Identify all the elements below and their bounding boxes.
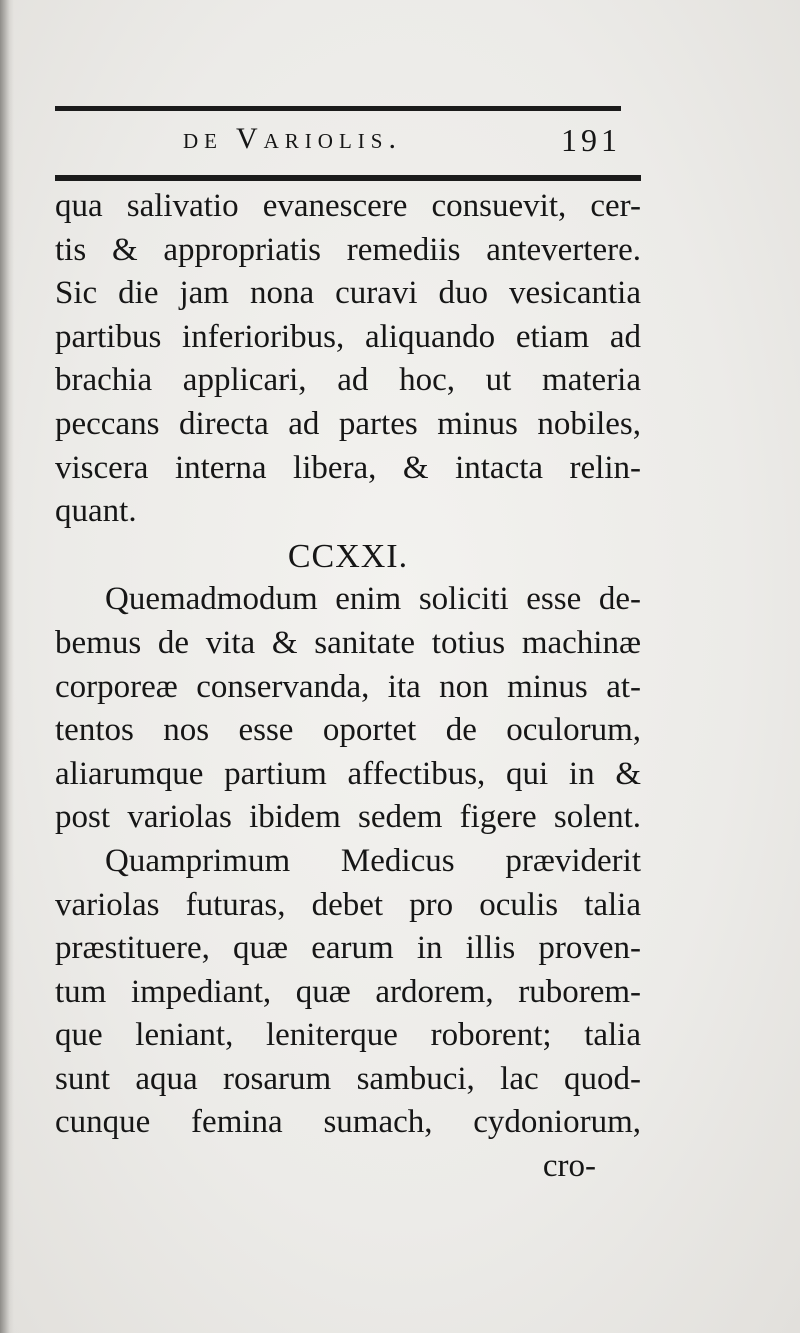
text-line: cunque femina sumach, cydoniorum, [55, 1104, 641, 1141]
header-rule-top [55, 106, 621, 111]
text-line: tum impediant, quæ ardorem, ruborem- [55, 973, 641, 1010]
header-rule-bottom [55, 175, 641, 181]
text-line: corporeæ conservanda, ita non minus at- [55, 668, 641, 705]
text-line: que leniant, leniterque roborent; talia [55, 1017, 641, 1054]
text-line: post variolas ibidem sedem figere solent. [55, 799, 641, 836]
text-line: peccans directa ad partes minus nobiles, [55, 405, 641, 442]
text-line: bemus de vita & sanitate totius machinæ [55, 624, 641, 661]
text-line: tis & appropriatis remediis antevertere. [55, 231, 641, 268]
running-head: de Variolis. [183, 122, 402, 155]
text-line: Quemadmodum enim soliciti esse de- [105, 581, 641, 618]
text-line: tentos nos esse oportet de oculorum, [55, 712, 641, 749]
section-heading: CCXXI. [287, 537, 409, 575]
text-line: Sic die jam nona curavi duo vesicantia [55, 275, 641, 312]
text-line: quant. [55, 493, 137, 530]
text-line: præstituere, quæ earum in illis proven- [55, 930, 641, 967]
text-line: aliarumque partium affectibus, qui in & [55, 755, 641, 792]
text-line: qua salivatio evanescere consuevit, cer- [55, 188, 641, 224]
page-number: 191 [561, 122, 621, 158]
page-header [55, 116, 629, 168]
text-line: variolas futuras, debet pro oculis talia [55, 886, 641, 923]
text-line: sunt aqua rosarum sambuci, lac quod- [55, 1060, 641, 1097]
text-line: viscera interna libera, & intacta relin- [55, 449, 641, 486]
text-line: brachia applicari, ad hoc, ut materia [55, 362, 641, 399]
body-text [55, 185, 641, 1189]
catchword: cro- [542, 1148, 596, 1185]
page-edge-shadow [0, 0, 14, 1333]
text-line: partibus inferioribus, aliquando etiam ad [55, 318, 641, 355]
text-line: Quamprimum Medicus præviderit [105, 842, 641, 879]
